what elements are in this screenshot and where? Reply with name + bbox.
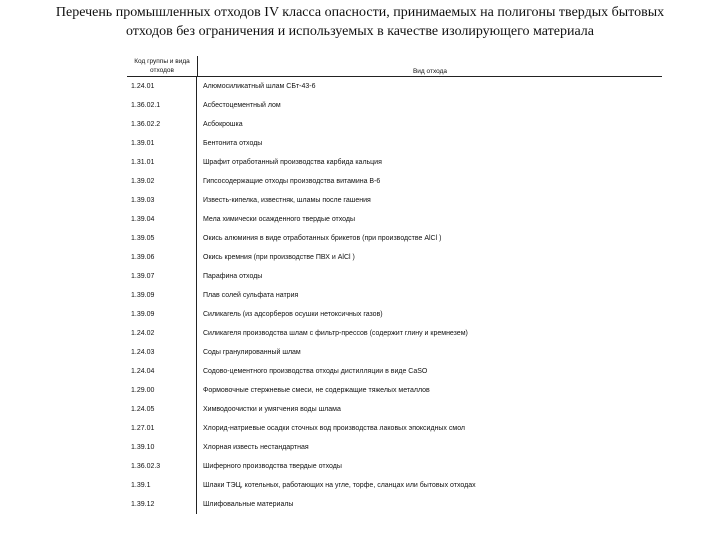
row-code: 1.39.05 xyxy=(127,229,197,248)
table-row xyxy=(127,457,662,476)
row-code: 1.39.09 xyxy=(127,286,197,305)
row-name: Силикагеля производства шлам с фильтр-прессов (содержит глину и кремнезем) xyxy=(203,330,468,337)
row-code: 1.24.05 xyxy=(127,400,197,419)
table-row xyxy=(127,172,662,191)
row-name: Известь-кипелка, известняк, шламы после гашения xyxy=(203,197,371,204)
table-row xyxy=(127,476,662,495)
table-row xyxy=(127,495,662,514)
table-row xyxy=(127,115,662,134)
row-name: Плав солей сульфата натрия xyxy=(203,292,299,299)
table-row xyxy=(127,153,662,172)
header-code: Код группы и вида отходов xyxy=(127,56,198,76)
waste-table xyxy=(127,56,662,514)
row-name: Асбестоцементный лом xyxy=(203,102,281,109)
row-name: Химводоочистки и умягчения воды шлама xyxy=(203,406,341,413)
row-name: Алюмосиликатный шлам СБт-43-6 xyxy=(203,83,316,90)
row-name: Гипсосодержащие отходы производства витамина В-6 xyxy=(203,178,381,185)
row-code: 1.39.01 xyxy=(127,134,197,153)
row-name: Бентонита отходы xyxy=(203,140,263,147)
row-code: 1.39.12 xyxy=(127,495,197,514)
row-name: Содово-цементного производства отходы дистилляции в виде CaSO xyxy=(203,368,428,375)
table-row xyxy=(127,229,662,248)
row-code: 1.39.09 xyxy=(127,305,197,324)
table-body xyxy=(127,77,662,514)
row-code: 1.27.01 xyxy=(127,419,197,438)
table-row xyxy=(127,324,662,343)
row-code: 1.29.00 xyxy=(127,381,197,400)
table-row xyxy=(127,267,662,286)
table-row xyxy=(127,381,662,400)
row-name: Шрафит отработанный производства карбида кальция xyxy=(203,159,382,166)
row-name: Мела химически осажденного твердые отходы xyxy=(203,216,356,223)
row-code: 1.24.03 xyxy=(127,343,197,362)
table-row xyxy=(127,305,662,324)
table-row xyxy=(127,419,662,438)
table-row xyxy=(127,191,662,210)
page-title xyxy=(0,3,720,41)
row-code: 1.31.01 xyxy=(127,153,197,172)
table-row xyxy=(127,210,662,229)
row-name: Шлифовальные материалы xyxy=(203,501,294,508)
row-code: 1.39.07 xyxy=(127,267,197,286)
row-name: Окись алюминия в виде отработанных брикетов (при производстве AlCl ) xyxy=(203,235,442,242)
row-code: 1.36.02.1 xyxy=(127,96,197,115)
table-row xyxy=(127,134,662,153)
title-line-2: отходов без ограничения и используемых в качестве изолирующего материала xyxy=(125,24,594,39)
table-row xyxy=(127,400,662,419)
row-code: 1.39.1 xyxy=(127,476,197,495)
row-code: 1.39.06 xyxy=(127,248,197,267)
row-name: Хлорная известь нестандартная xyxy=(203,444,309,451)
row-code: 1.39.03 xyxy=(127,191,197,210)
table-row xyxy=(127,96,662,115)
table-row xyxy=(127,343,662,362)
table-header xyxy=(127,56,662,77)
row-name: Соды гранулированный шлам xyxy=(203,349,301,356)
row-code: 1.24.04 xyxy=(127,362,197,381)
title-line-1: Перечень промышленных отходов IV класса опасности, принимаемых на полигоны твердых бытовых xyxy=(55,5,665,20)
table-row xyxy=(127,438,662,457)
row-name: Хлорид-натриевые осадки сточных вод производства лаковых эпоксидных смол xyxy=(203,425,466,432)
row-name: Силикагель (из адсорберов осушки нетоксичных газов) xyxy=(203,311,383,318)
row-name: Асбокрошка xyxy=(203,121,243,128)
row-code: 1.36.02.3 xyxy=(127,457,197,476)
table-row xyxy=(127,248,662,267)
row-name: Шлаки ТЭЦ, котельных, работающих на угле, торфе, сланцах или бытовых отходах xyxy=(203,482,476,489)
row-code: 1.24.01 xyxy=(127,77,197,96)
row-code: 1.39.04 xyxy=(127,210,197,229)
row-code: 1.39.02 xyxy=(127,172,197,191)
row-code: 1.36.02.2 xyxy=(127,115,197,134)
row-code: 1.24.02 xyxy=(127,324,197,343)
row-name: Шиферного производства твердые отходы xyxy=(203,463,342,470)
row-name: Окись кремния (при производстве ПВХ и AlCl ) xyxy=(203,254,355,261)
table-row xyxy=(127,286,662,305)
row-name: Формовочные стержневые смеси, не содержащие тяжелых металлов xyxy=(203,387,430,394)
table-row xyxy=(127,77,662,96)
header-name: Вид отхода xyxy=(412,68,448,75)
row-code: 1.39.10 xyxy=(127,438,197,457)
table-row xyxy=(127,362,662,381)
row-name: Парафина отходы xyxy=(203,273,263,280)
